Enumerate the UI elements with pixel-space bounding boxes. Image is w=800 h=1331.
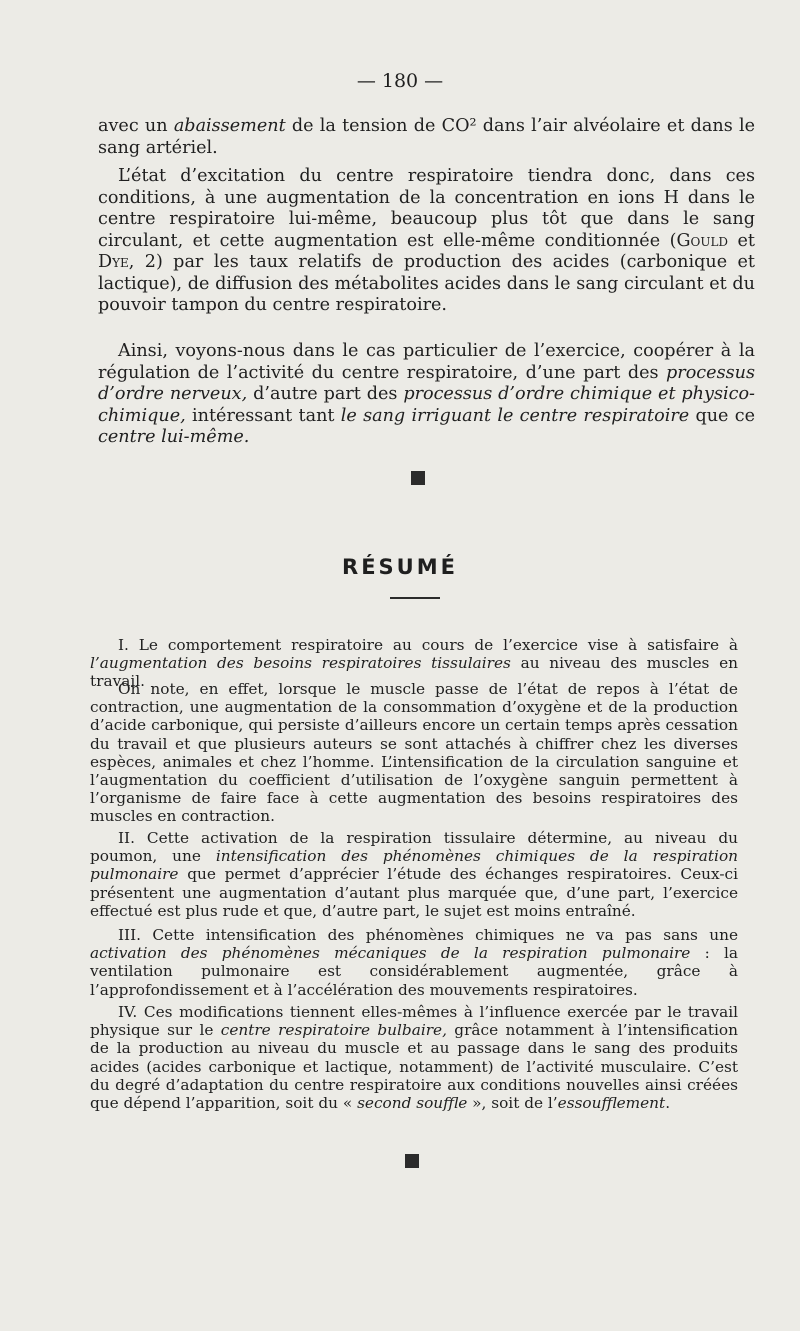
summary-point-1-detail: On note, en effet, lorsque le muscle passe de l’état de repos à l’état de contraction, une augmentation de la consommation d’oxygène et de la production d’acide carbonique, qui persiste d’ailleurs encore un certain temps après cessation du travail et que plusieurs auteurs se sont attachés à chiffrer chez les diverses espèces, animales et chez l’homme. L’intensification de la circulation sanguine et l’augmentation du coefficient d’utilisation de l’oxygène sanguin permettent à l’organisme de faire face à cette augmentation des besoins respiratoires des muscles en contraction. — [90, 680, 738, 826]
page-number: — 180 — — [356, 70, 444, 92]
summary-point-2: II. Cette activation de la respiration tissulaire détermine, au niveau du poumon, une intensification des phénomènes chimiques de la respiration pulmonaire que permet d’apprécier l’étude des échanges respiratoires. Ceux-ci présentent une augmentation d’autant plus marquée que, d’une part, l’exercice effectué est plus rude et que, d’autre part, le sujet est moins entraîné. — [90, 829, 739, 920]
summary-point-1: I. Le comportement respiratoire au cours de l’exercice vise à satisfaire à l’augmentation des besoins respiratoires tissulaires au niveau des muscles en travail. — [90, 636, 738, 691]
resume-heading: RÉSUMÉ — [342, 555, 458, 579]
intro-paragraph-1: avec un abaissement de la tension de CO² dans l’air alvéolaire et dans le sang artériel. — [98, 116, 755, 158]
section-separator-ornament — [411, 471, 425, 485]
end-ornament — [405, 1154, 419, 1168]
heading-rule — [390, 597, 440, 599]
intro-paragraph-2: L’état d’excitation du centre respiratoire tiendra donc, dans ces conditions, à une augmentation de la concentration en ions H dans le centre respiratoire lui-même, beaucoup plus tôt que dans le sang circulant, et cette augmentation est elle-même conditionnée (Gould et Dye, 2) par les taux relatifs de production des acides (carbonique et lactique), de diffusion des métabolites acides dans le sang circulant et du pouvoir tampon du centre respiratoire. — [98, 166, 755, 315]
intro-paragraph-3: Ainsi, voyons-nous dans le cas particulier de l’exercice, coopérer à la régulation de l’activité du centre respiratoire, d’une part des processus d’ordre nerveux, d’autre part des processus d’ordre chimique et physico-chimique, intéressant tant le sang irriguant le centre respiratoire que ce centre lui-même. — [98, 341, 756, 447]
summary-point-3: III. Cette intensification des phénomènes chimiques ne va pas sans une activation des phénomènes mécaniques de la respiration pulmonaire : la ventilation pulmonaire est considérablement augmentée, grâce à l’approfondissement et à l’accélération des mouvements respiratoires. — [90, 926, 738, 999]
summary-point-4: IV. Ces modifications tiennent elles-mêmes à l’influence exercée par le travail physique sur le centre respiratoire bulbaire, grâce notamment à l’intensification de la production au niveau du muscle et au passage dans le sang des produits acides (acides carbonique et lactique, notamment) de l’activité musculaire. C’est du degré d’adaptation du centre respiratoire aux conditions nouvelles ainsi créées que dépend l’apparition, soit du « second souffle », soit de l’essoufflement. — [90, 1003, 738, 1113]
